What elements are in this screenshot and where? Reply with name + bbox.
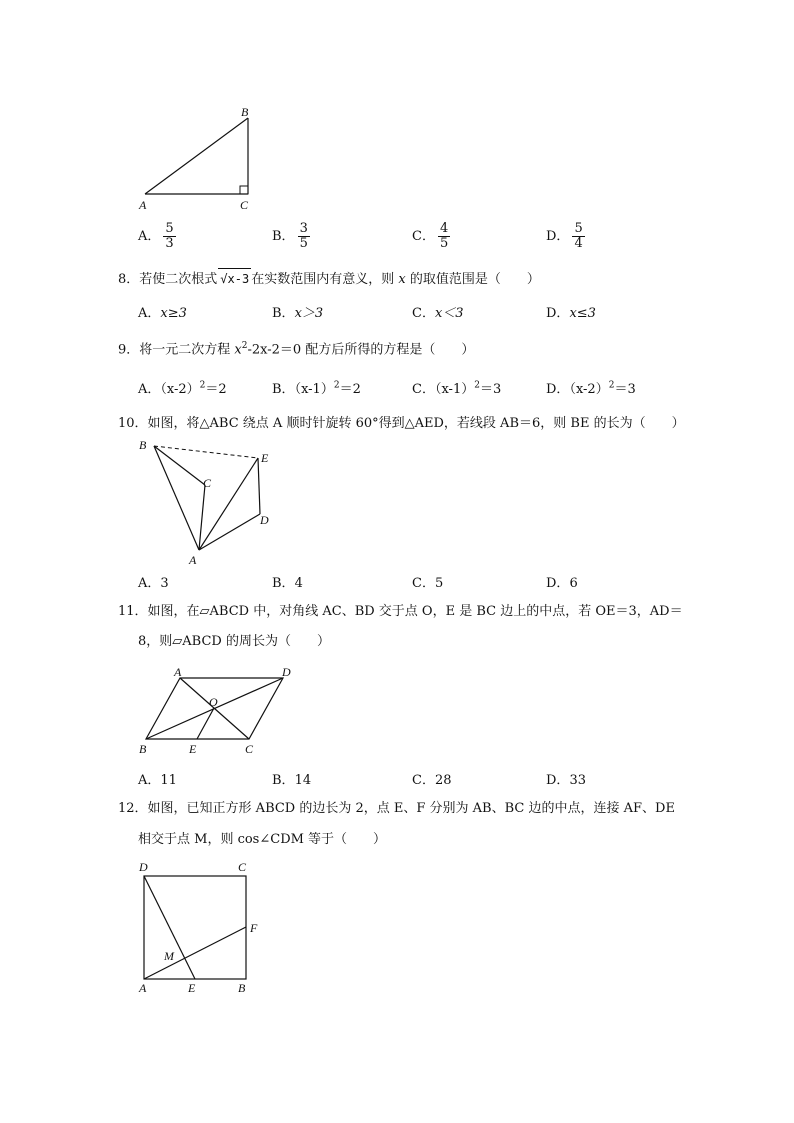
q9-option-c[interactable]: C．$(x-1)^2=3$ <box>412 380 502 397</box>
q7-option-a[interactable] <box>138 222 176 251</box>
q7-option-c[interactable] <box>412 222 450 251</box>
parallelogram-figure <box>130 662 300 758</box>
label-a: A <box>174 665 182 679</box>
q8-stem: 8．若使二次根式 √x-3 在实数范围内有意义，则 x 的取值范围是（ ） <box>118 268 540 290</box>
triangle-abc-figure <box>130 100 270 215</box>
label-c: C <box>238 860 247 874</box>
option-letter: C． <box>412 229 435 244</box>
q11-option-d[interactable]: D．33 <box>546 773 586 788</box>
option-letter: A． <box>138 229 161 244</box>
q12-stem-line2: 相交于点 M，则 cos∠CDM 等于（ ） <box>138 832 387 847</box>
square-figure <box>130 856 270 998</box>
label-a: A <box>189 553 197 567</box>
q10-option-d[interactable]: D．6 <box>546 576 578 591</box>
label-m: M <box>164 949 174 963</box>
label-c: C <box>245 742 254 756</box>
label-a: A <box>139 198 147 212</box>
label-d: D <box>260 513 269 527</box>
q7-option-b[interactable] <box>272 222 310 251</box>
fraction: $\frac{5}{3}$ <box>165 221 174 251</box>
q8-option-c[interactable]: C．x＜3 <box>412 306 464 321</box>
option-letter: D． <box>546 229 570 244</box>
label-d: D <box>139 860 148 874</box>
q9-stem: 9．将一元二次方程 $x^2-2x-2=0$ 配方后所得的方程是（ ） <box>118 341 475 358</box>
label-e: E <box>188 981 196 995</box>
option-letter: B． <box>272 229 295 244</box>
label-b: B <box>139 742 147 756</box>
q11-option-a[interactable]: A．11 <box>138 773 177 788</box>
label-f: F <box>250 921 258 935</box>
label-e: E <box>261 451 269 465</box>
fraction: $\frac{3}{5}$ <box>299 221 308 251</box>
fraction: $\frac{4}{5}$ <box>439 221 449 251</box>
q11-stem-line2: 8，则▱ABCD 的周长为（ ） <box>138 634 330 649</box>
q8-option-d[interactable]: D．x≤3 <box>546 306 596 321</box>
q11-option-c[interactable]: C．28 <box>412 773 452 788</box>
label-e: E <box>189 742 197 756</box>
q8-option-b[interactable]: B．x＞3 <box>272 306 324 321</box>
rotation-figure <box>130 434 290 568</box>
label-b: B <box>238 981 246 995</box>
q9-option-d[interactable]: D．$(x-2)^2=3$ <box>546 380 636 397</box>
q10-option-b[interactable]: B．4 <box>272 576 303 591</box>
q11-stem-line1: 11．如图，在▱ABCD 中，对角线 AC、BD 交于点 O，E 是 BC 边上的中点，若 OE＝3，AD＝ <box>118 604 683 619</box>
q12-stem-line1: 12．如图，已知正方形 ABCD 的边长为 2，点 E、F 分别为 AB、BC 边的中点，连接 AF、DE <box>118 801 675 816</box>
q9-option-b[interactable]: B．$(x-1)^2=2$ <box>272 380 361 397</box>
label-o: O <box>209 695 218 709</box>
q10-stem: 10．如图，将△ABC 绕点 A 顺时针旋转 60°得到△AED，若线段 AB＝6，则 BE 的长为（ ） <box>118 416 685 431</box>
label-b: B <box>241 105 249 119</box>
label-c: C <box>203 476 212 490</box>
label-a: A <box>139 981 147 995</box>
fraction: $\frac{5}{4}$ <box>574 221 583 251</box>
label-c: C <box>240 198 249 212</box>
q10-option-a[interactable]: A．3 <box>138 576 169 591</box>
label-b: B <box>139 438 147 452</box>
q8-option-a[interactable]: A．x≥3 <box>138 306 187 321</box>
q11-option-b[interactable]: B．14 <box>272 773 312 788</box>
sqrt-expression: √x-3 <box>218 268 251 289</box>
q10-option-c[interactable]: C．5 <box>412 576 444 591</box>
label-d: D <box>282 665 291 679</box>
q7-option-d[interactable] <box>546 222 585 251</box>
q9-option-a[interactable]: A．$(x-2)^2=2$ <box>138 380 227 397</box>
